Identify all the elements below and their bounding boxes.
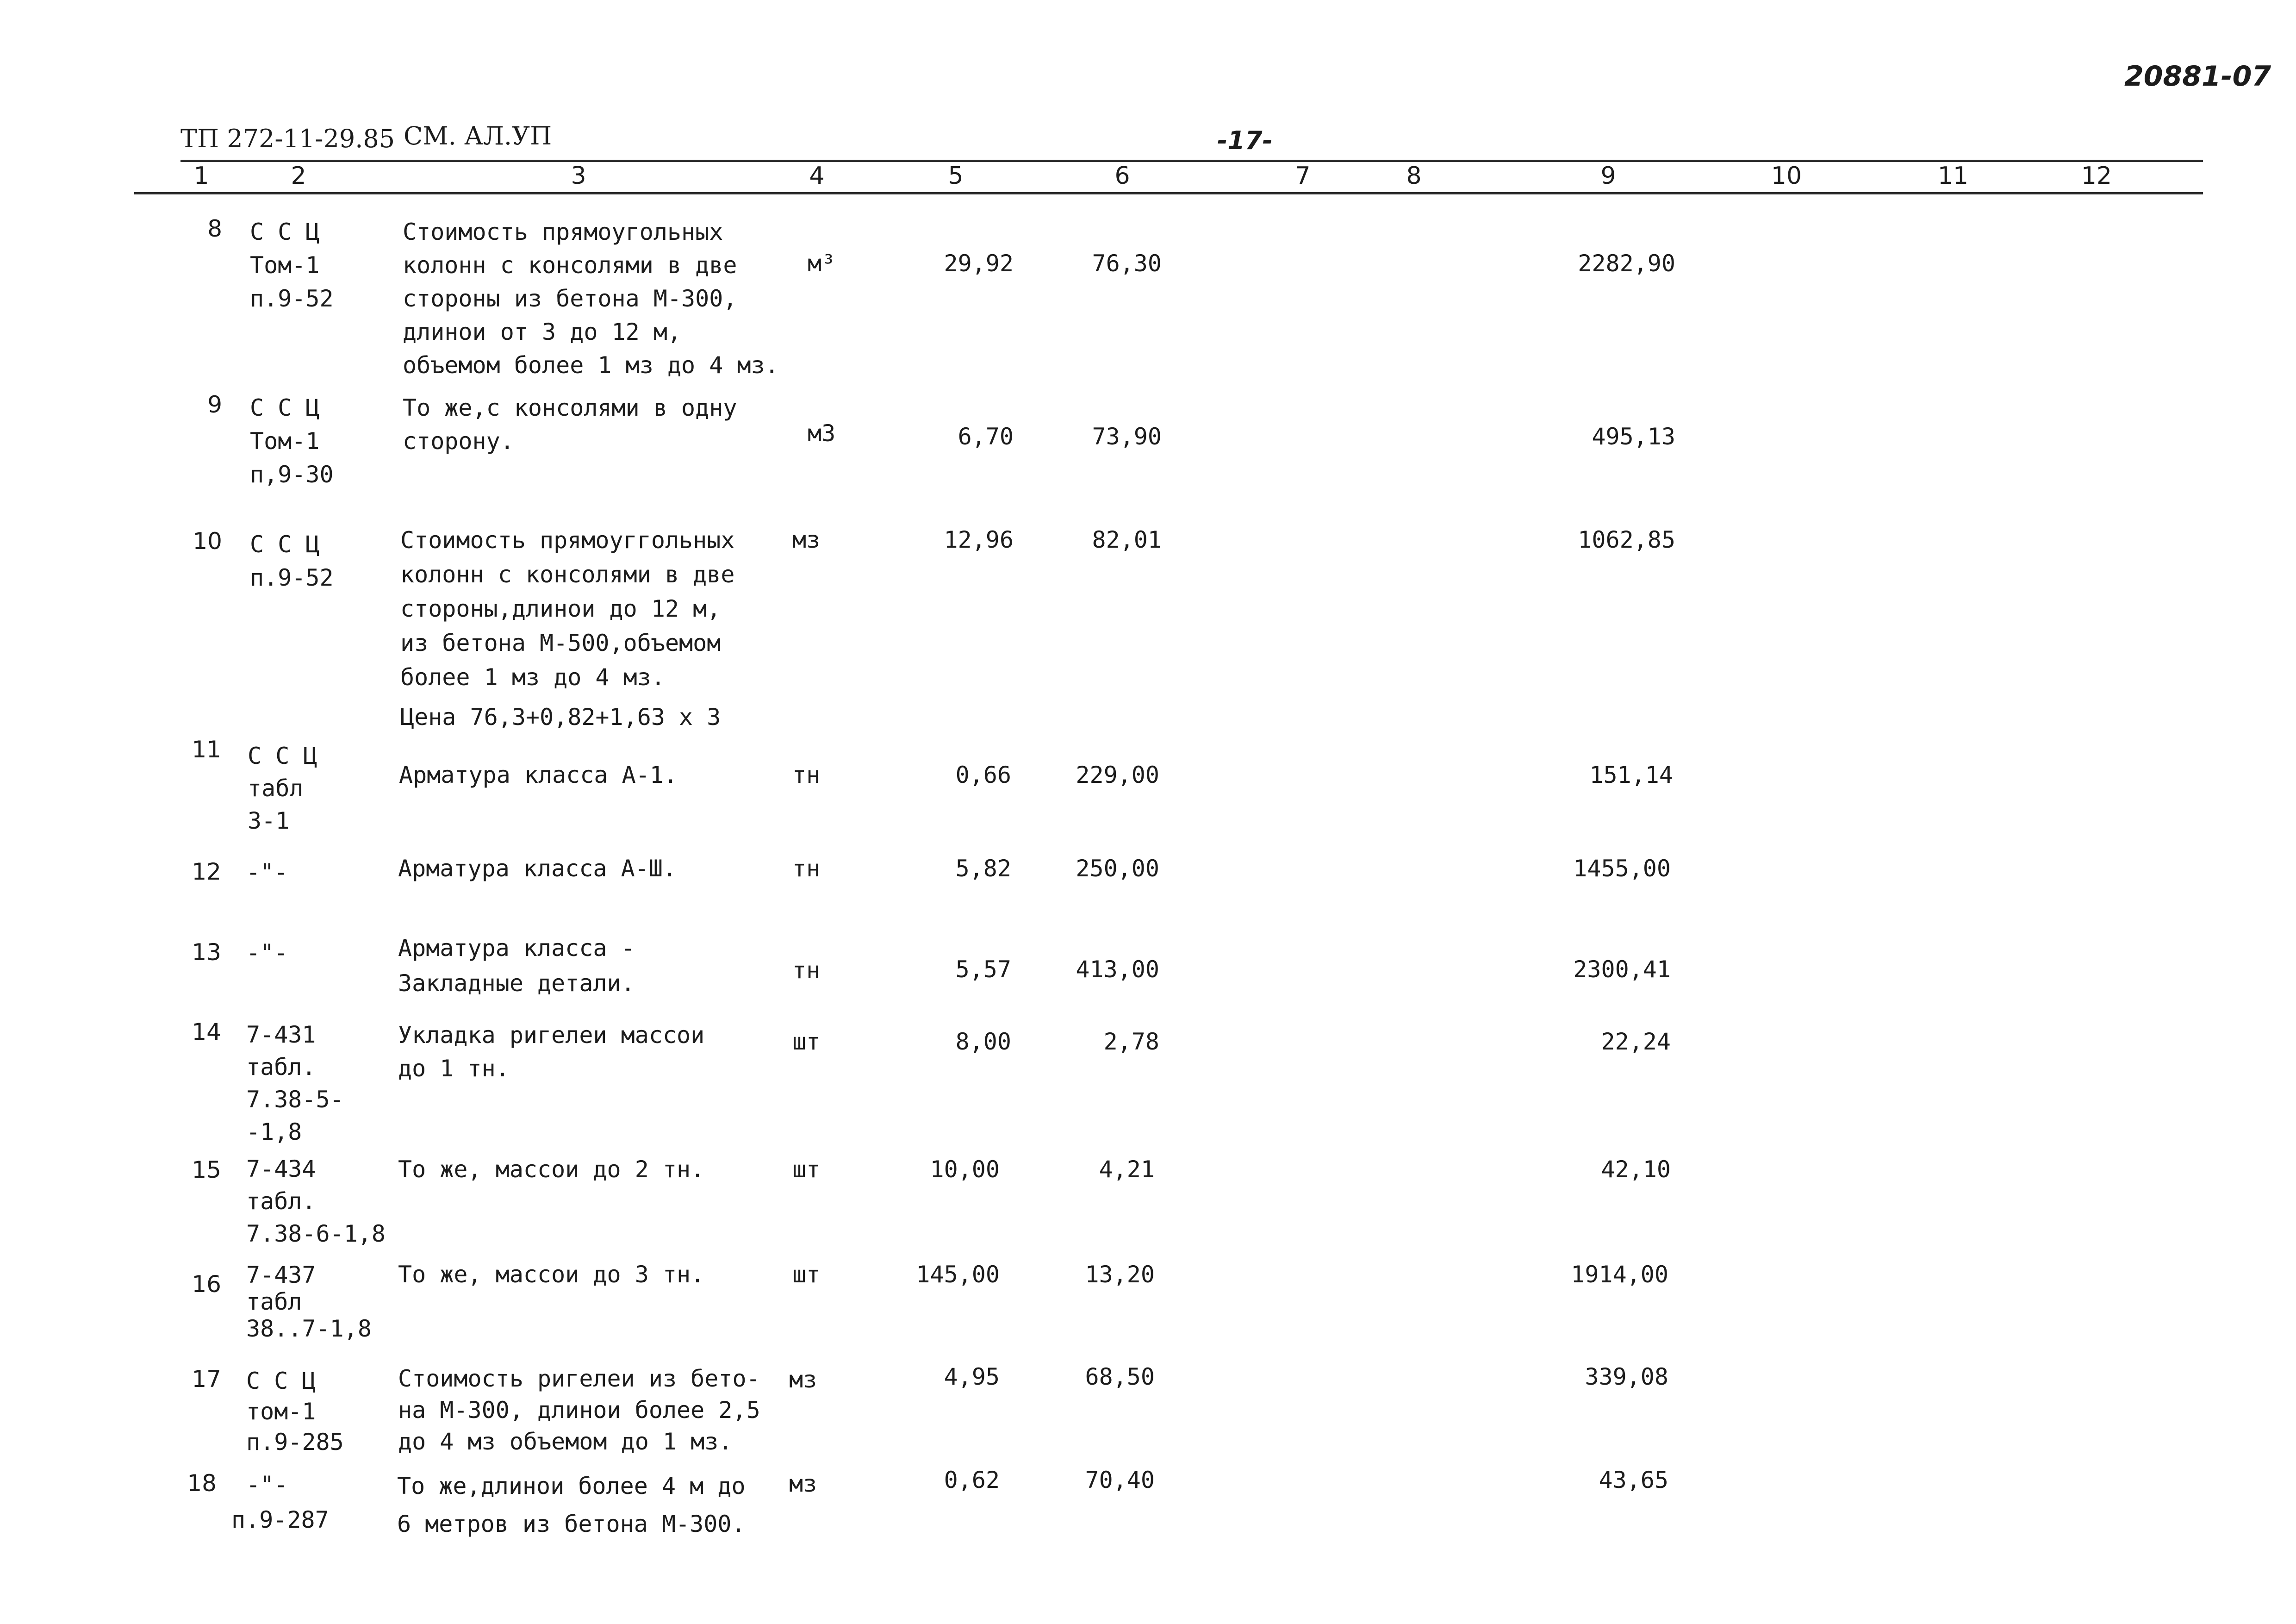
row-number: 9 bbox=[207, 391, 222, 418]
source-line: п.9-52 bbox=[250, 564, 334, 591]
corner-mark: 20881-07 bbox=[2124, 60, 2271, 93]
desc-line: колонн с консолями в две bbox=[403, 252, 737, 279]
row-total: 1455,00 bbox=[1573, 855, 1671, 882]
row-unit-price: 4,21 bbox=[1099, 1156, 1155, 1183]
row-quantity: 29,92 bbox=[944, 250, 1014, 277]
row-source: -"- bbox=[246, 859, 288, 886]
col-header-9: 9 bbox=[1600, 162, 1616, 190]
row-quantity: 0,66 bbox=[955, 762, 1011, 788]
source-line: табл bbox=[246, 1288, 302, 1315]
source-line: 7-434 bbox=[246, 1156, 316, 1182]
desc-line: длинои от 3 до 12 м, bbox=[403, 319, 682, 345]
source-line: С С Ц bbox=[246, 1368, 316, 1394]
source-line: Том-1 bbox=[250, 252, 320, 279]
row-unit: тн bbox=[792, 762, 821, 788]
row-unit-price: 2,78 bbox=[1103, 1028, 1159, 1055]
row-number: 16 bbox=[192, 1271, 221, 1298]
row-source bbox=[231, 1467, 329, 1537]
row-source: -"- bbox=[246, 939, 288, 966]
row-number: 10 bbox=[193, 528, 222, 555]
source-line: -"- bbox=[246, 1471, 288, 1498]
col-header-10: 10 bbox=[1771, 162, 1802, 190]
header-bottom-rule bbox=[134, 192, 2203, 194]
row-source bbox=[246, 1153, 386, 1250]
row-total: 151,14 bbox=[1589, 762, 1673, 788]
row-unit: мз bbox=[792, 526, 821, 553]
desc-line: из бетона М-500,объемом bbox=[400, 630, 721, 656]
row-source bbox=[250, 215, 334, 315]
row-quantity: 5,57 bbox=[955, 956, 1011, 983]
row-total: 42,10 bbox=[1601, 1156, 1671, 1183]
row-unit: м³ bbox=[808, 250, 836, 277]
row-total: 43,65 bbox=[1599, 1467, 1668, 1493]
row-description bbox=[403, 215, 779, 382]
row-unit: шт bbox=[792, 1156, 821, 1183]
row-source bbox=[248, 740, 317, 837]
desc-line: Закладные детали. bbox=[398, 970, 635, 997]
row-number: 17 bbox=[192, 1366, 221, 1393]
source-line: С С Ц bbox=[248, 743, 317, 769]
row-source bbox=[246, 1262, 372, 1342]
desc-line: Цена 76,3+0,82+1,63 х 3 bbox=[400, 704, 721, 731]
source-line: табл bbox=[248, 775, 304, 802]
row-total: 495,13 bbox=[1592, 423, 1675, 450]
source-line: С С Ц bbox=[250, 531, 320, 558]
row-unit: шт bbox=[792, 1028, 821, 1055]
row-number: 13 bbox=[192, 939, 221, 966]
col-header-8: 8 bbox=[1406, 162, 1422, 190]
source-line: п.9-52 bbox=[250, 285, 334, 312]
desc-line: Стоимость ригелеи из бето- bbox=[398, 1365, 760, 1392]
row-total: 22,24 bbox=[1601, 1028, 1671, 1055]
col-header-1: 1 bbox=[193, 162, 209, 190]
row-number: 11 bbox=[192, 736, 221, 763]
row-quantity: 0,62 bbox=[944, 1467, 1000, 1493]
row-description: То же, массои до 3 тн. bbox=[398, 1261, 705, 1288]
row-unit-price: 70,40 bbox=[1085, 1467, 1155, 1493]
row-unit-price: 229,00 bbox=[1076, 762, 1159, 788]
source-line: п.9-287 bbox=[231, 1506, 329, 1533]
row-unit: мз bbox=[789, 1366, 817, 1393]
row-description: Арматура класса А-Ш. bbox=[398, 855, 677, 882]
page-number: -17- bbox=[1217, 126, 1273, 155]
col-header-12: 12 bbox=[2081, 162, 2112, 190]
row-quantity: 12,96 bbox=[944, 526, 1014, 553]
row-total: 339,08 bbox=[1585, 1363, 1668, 1390]
row-quantity: 4,95 bbox=[944, 1363, 1000, 1390]
desc-line: до 4 мз объемом до 1 мз. bbox=[398, 1428, 733, 1455]
source-line: 3-1 bbox=[248, 807, 290, 834]
row-source bbox=[250, 391, 334, 491]
row-number: 14 bbox=[192, 1018, 221, 1045]
source-line: табл. bbox=[246, 1188, 316, 1215]
row-quantity: 5,82 bbox=[955, 855, 1011, 882]
desc-line: Стоимость прямоуггольных bbox=[400, 527, 735, 554]
row-number: 15 bbox=[192, 1156, 221, 1183]
col-header-3: 3 bbox=[571, 162, 586, 190]
source-line: п.9-285 bbox=[246, 1429, 344, 1455]
row-unit-price: 413,00 bbox=[1076, 956, 1159, 983]
desc-line: То же,с консолями в одну bbox=[403, 394, 737, 421]
row-unit: тн bbox=[792, 855, 821, 882]
source-line: Том-1 bbox=[250, 428, 320, 455]
source-line: 7.38-6-1,8 bbox=[246, 1220, 386, 1247]
desc-line: до 1 тн. bbox=[398, 1055, 510, 1082]
row-description bbox=[398, 1363, 760, 1457]
row-unit-price: 13,20 bbox=[1085, 1261, 1155, 1288]
row-total: 2282,90 bbox=[1578, 250, 1675, 277]
desc-line: на М-300, длинои более 2,5 bbox=[398, 1397, 760, 1424]
source-line: С С Ц bbox=[250, 394, 320, 421]
row-unit: м3 bbox=[808, 420, 836, 447]
row-source bbox=[250, 528, 334, 594]
row-description bbox=[400, 523, 734, 729]
row-description: То же, массои до 2 тн. bbox=[398, 1156, 705, 1183]
row-source bbox=[246, 1366, 344, 1457]
source-line: том-1 bbox=[246, 1398, 316, 1425]
row-description bbox=[398, 931, 635, 1001]
header-top-rule bbox=[180, 160, 2203, 162]
source-line: табл. bbox=[246, 1054, 316, 1081]
row-unit: мз bbox=[789, 1470, 817, 1497]
row-quantity: 145,00 bbox=[916, 1261, 1000, 1288]
row-unit-price: 250,00 bbox=[1076, 855, 1159, 882]
row-total: 2300,41 bbox=[1573, 956, 1671, 983]
doc-ref: СМ. АЛ.УП bbox=[404, 121, 552, 150]
col-header-7: 7 bbox=[1295, 162, 1311, 190]
row-quantity: 6,70 bbox=[958, 423, 1014, 450]
col-header-2: 2 bbox=[291, 162, 306, 190]
row-description bbox=[403, 391, 737, 458]
source-line: 7.38-5- bbox=[246, 1086, 344, 1113]
desc-line: колонн с консолями в две bbox=[400, 561, 735, 588]
row-source bbox=[246, 1018, 344, 1148]
desc-line: Стоимость прямоугольных bbox=[403, 219, 723, 245]
doc-code: ТП 272-11-29.85 bbox=[180, 124, 395, 153]
row-total: 1062,85 bbox=[1578, 526, 1675, 553]
source-line: 7-431 bbox=[246, 1021, 316, 1048]
col-header-6: 6 bbox=[1114, 162, 1130, 190]
desc-line: 6 метров из бетона М-300. bbox=[397, 1511, 746, 1537]
row-total: 1914,00 bbox=[1571, 1261, 1668, 1288]
source-line: 7-437 bbox=[246, 1262, 316, 1288]
row-unit-price: 76,30 bbox=[1092, 250, 1162, 277]
source-line: -1,8 bbox=[246, 1118, 302, 1145]
source-line: 38..7-1,8 bbox=[246, 1315, 372, 1342]
row-unit-price: 68,50 bbox=[1085, 1363, 1155, 1390]
row-description bbox=[397, 1467, 746, 1543]
row-quantity: 8,00 bbox=[955, 1028, 1011, 1055]
row-unit-price: 73,90 bbox=[1092, 423, 1162, 450]
row-quantity: 10,00 bbox=[930, 1156, 1000, 1183]
desc-line: Укладка ригелеи массои bbox=[398, 1022, 705, 1049]
row-unit: тн bbox=[792, 957, 821, 984]
desc-line: То же,длинои более 4 м до bbox=[397, 1473, 746, 1499]
row-unit-price: 82,01 bbox=[1092, 526, 1162, 553]
row-description bbox=[398, 1018, 704, 1085]
desc-line: стороны,длинои до 12 м, bbox=[400, 595, 721, 622]
desc-line: Арматура класса - bbox=[398, 935, 635, 962]
desc-line: объемом более 1 мз до 4 мз. bbox=[403, 352, 779, 379]
col-header-4: 4 bbox=[809, 162, 825, 190]
source-line: п,9-30 bbox=[250, 461, 334, 488]
row-unit: шт bbox=[792, 1261, 821, 1288]
col-header-11: 11 bbox=[1937, 162, 1969, 190]
col-header-5: 5 bbox=[948, 162, 964, 190]
desc-line: более 1 мз до 4 мз. bbox=[400, 664, 665, 691]
row-number: 8 bbox=[207, 215, 222, 242]
desc-line: стороны из бетона М-300, bbox=[403, 285, 737, 312]
row-number: 18 bbox=[187, 1470, 217, 1497]
source-line: С С Ц bbox=[250, 219, 320, 245]
row-description: Арматура класса А-1. bbox=[399, 762, 678, 788]
row-number: 12 bbox=[192, 858, 221, 885]
desc-line: сторону. bbox=[403, 428, 514, 455]
